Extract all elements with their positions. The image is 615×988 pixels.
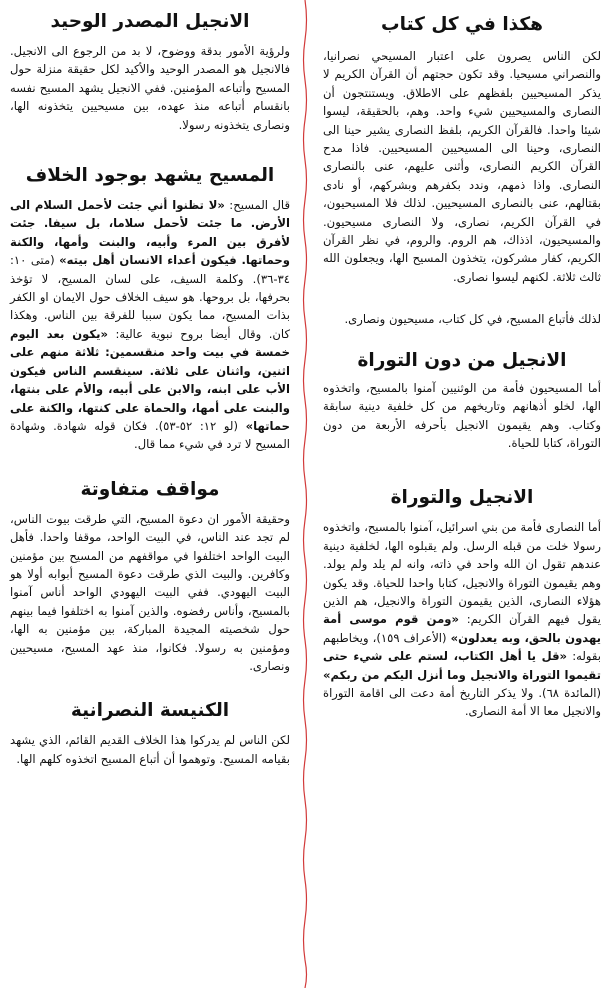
heading-every-book: هكذا في كل كتاب (381, 14, 543, 35)
quran-quote: «ومن قوم موسى أمة يهدون بالحق، وبه يعدلون» (323, 612, 601, 645)
right-column (323, 0, 601, 721)
closing-every-book: لذلك فأتباع المسيح، في كل كتاب، مسيحيون ونصارى. (344, 312, 601, 327)
column-divider (300, 0, 310, 988)
gospel-quote: «لا تظنوا أني جئت لأحمل السلام الى الأرض. ما جئت لأحمل سلاما، بل سيفا. جئت لأفرق بين المرء وأبيه، والبنت وأمها، والكنة وحماتها. فيكون أعداء الانسان أهل بيته» (10, 198, 290, 268)
heading-christ-testifies: المسيح يشهد بوجود الخلاف (25, 165, 275, 187)
body-every-book: لكن الناس يصرون على اعتبار المسيحي نصرانيا، والنصراني مسيحيا. وقد تكون حجتهم أن القرآن الكريم لا يذكر المسيحيين بلفظهم على الاطلاق. ويستنتجون أن النصارى والمسيحيين شيء واحد. وهم، بالحقيقة، ليسوا شيئا واحدا. فالقرآن الكريم، بلفظ النصارى يشير حينا الى النصارى، وحينا الى المسيحيين المسيحيين. فاذا مدح القرآن الكريم النصارى، وأثنى عليهم، عنى بالنصارى النصارى. واذا ذمهم، وندد بكفرهم وبشركهم، أو نادى بقتالهم، عنى بالنصارى المسيحيين. لذلك فلا المسيحيون، في القرآن الكريم، نصارى، ولا النصارى مسيحيون. والمسيحيون، اذذاك، هم الروم. والروم، في نظر القرآن الكريم، كفار مشركون، يتخذون المسيح الها، ويجعلون الله ثالث ثلاثة. لكنهم ليسوا نصارى. (323, 49, 601, 284)
body-gospel-and-torah (323, 518, 601, 720)
quran-quote: «قل يا أهل الكتاب، لستم على شيء حتى تقيموا التوراة والانجيل وما أنزل اليكم من ربكم» (323, 649, 601, 682)
heading-gospel-and-torah: الانجيل والتوراة (390, 487, 534, 509)
body-nazarene-church: لكن الناس لم يدركوا هذا الخلاف القديم القائم، الذي يشهد بقيامه المسيح. وتوهموا أن أتباع المسيح اتخذوه كلهم الها. (10, 733, 290, 766)
left-column (10, 0, 290, 768)
heading-gospel-without-torah: الانجيل من دون التوراة (357, 349, 567, 371)
heading-nazarene-church: الكنيسة النصرانية (70, 700, 230, 722)
body-gospel-without-torah: أما المسيحيون فأمة من الوثنيين آمنوا بالمسيح، واتخذوه الها، لخلو أذهانهم وتاريخهم من كل خلفية دينية سابقة وكتاب. وهم يقيمون الانجيل بأحرفه الأربعة من دون التوراة، كتابا للحياة. (323, 380, 601, 450)
heading-different-positions: مواقف متفاوتة (80, 478, 220, 500)
gospel-quote: «يكون بعد اليوم خمسة في بيت واحد منقسمين: ثلاثة منهم على اثنين، واثنان على ثلاثة. سينقسم الناس فيكون الأب على ابنه، والابن على أبيه، والأم على بنتها، والبنت على أمها، والحماة على كنتها، والكنة على حماتها» (10, 326, 290, 433)
text-part: (الأعراف ١٥٩)، ويخاطبهم بقوله: (323, 630, 601, 664)
body-different-positions: وحقيقة الأمور ان دعوة المسيح، التي طرقت بيوت الناس، لم تجد عند الناس، في البيت الواحد، موقفا واحدا. فأهل البيت الواحد اختلفوا في مواقفهم من المسيح بين مؤمنين وكافرين. والبيت الذي طرقت دعوة المسيح أبوابه أولا هو البيت اليهودي. ففي البيت اليهودي الواحد أناس آمنوا بالمسيح، وأناس رفضوه. والذين آمنوا به اختلفوا فيما بينهم حول شخصيته المجيدة المباركة، بين مؤمنين به الها، ومؤمنين به رسولا. فكانوا، منذ عهد المسيح، مسيحيين ونصارى. (10, 511, 290, 673)
text-part: قال المسيح: (224, 198, 290, 213)
text-part: (لو ١٢: ٥٢-٥٣). فكان قوله شهادة. وشهادة المسيح لا ترد في شيء مما قال. (10, 418, 290, 452)
text-part: (المائدة ٦٨). ولا يذكر التاريخ أمة دعت الى اقامة التوراة والانجيل معا الا أمة النصارى. (323, 685, 601, 719)
text-part: أما النصارى فأمة من بني اسرائيل، آمنوا بالمسيح، واتخذوه رسولا خلت من قبله الرسل. ولم يقبلوه الها، لخلفية دينية عندهم تقول ان الله واحد في ذاته، وانه لم يلد ولم يولد. وهم يقيمون التوراة والانجيل، كتابا واحدا للحياة. وقد يكون هؤلاء النصارى، الذين يقيمون التوراة والانجيل، هم الذين يقول فيهم القرآن الكريم: (323, 520, 601, 627)
text-part: (متى ١٠: ٣٤-٣٦). وكلمة السيف، على لسان المسيح، لا تؤخذ بحرفها، بل بروحها. هو سيف الخلاف حول الايمان او الكفر بذات المسيح، مما يكون سببا للفرقة بين الناس. وهكذا كان. وقال أيضا بروح نبوية عالية: (10, 253, 290, 341)
body-christ-testifies (10, 196, 290, 454)
body-sole-source: ولرؤية الأمور بدقة ووضوح، لا بد من الرجوع الى الانجيل. فالانجيل هو المصدر الوحيد والأكيد لكل حقيقة منزلة حول المسيح وأتباعه المؤمنين. ففي الانجيل يشهد المسيح نفسه بانقسام أتباعه منذ عهده، بين مسيحيين يتخذونه الها، ونصارى يتخذونه رسولا. (10, 44, 290, 132)
heading-sole-source: الانجيل المصدر الوحيد (50, 11, 250, 32)
